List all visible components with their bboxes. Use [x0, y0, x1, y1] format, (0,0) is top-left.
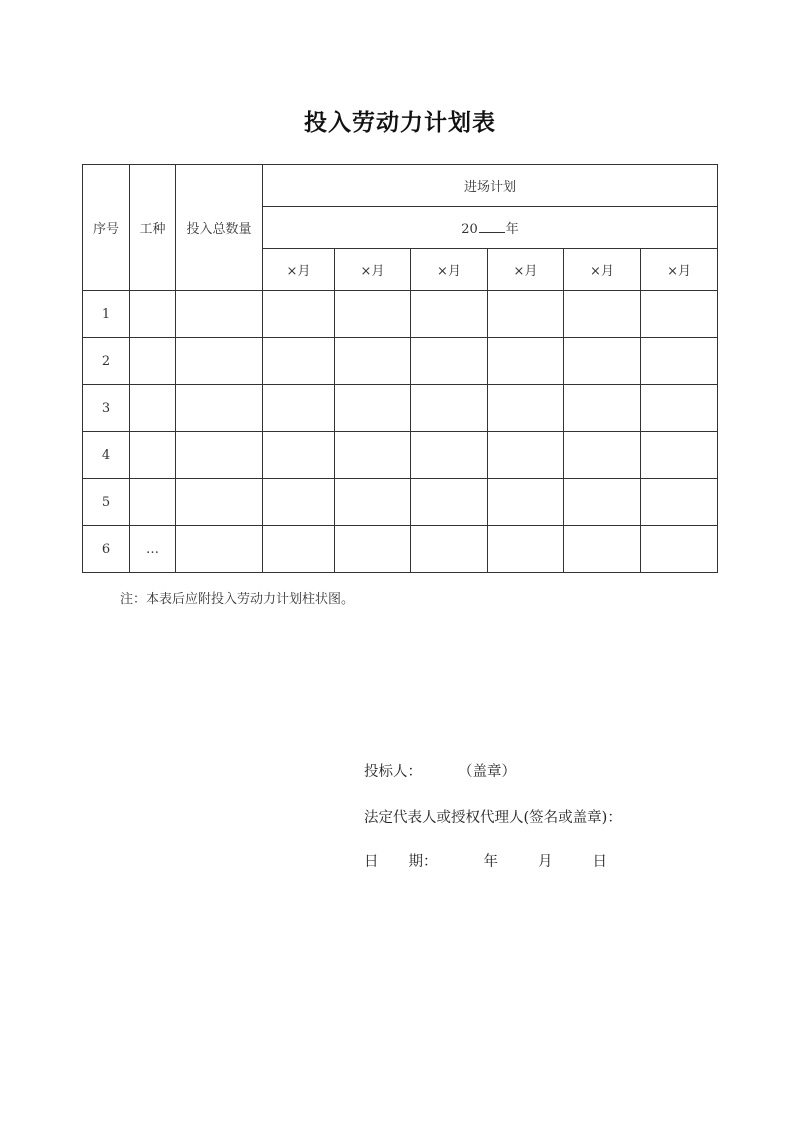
header-type: 工种	[130, 165, 176, 291]
date-line	[364, 850, 607, 871]
row-month-cell	[411, 479, 488, 526]
row-total	[176, 338, 263, 385]
header-month: ×月	[488, 249, 564, 291]
row-month-cell	[641, 479, 718, 526]
table-note: 注：本表后应附投入劳动力计划柱状图。	[120, 592, 355, 607]
row-month-cell	[488, 338, 564, 385]
row-month-cell	[564, 338, 641, 385]
bidder-seal: （盖章）	[458, 764, 516, 780]
row-total	[176, 291, 263, 338]
row-month-cell	[335, 385, 411, 432]
row-seq: 3	[83, 385, 130, 432]
row-month-cell	[488, 385, 564, 432]
row-type	[130, 291, 176, 338]
table-row	[83, 432, 718, 479]
date-day: 日	[592, 854, 607, 870]
row-type	[130, 479, 176, 526]
year-blank	[479, 220, 505, 233]
row-month-cell	[411, 526, 488, 573]
row-month-cell	[564, 479, 641, 526]
row-month-cell	[335, 291, 411, 338]
bidder-label: 投标人：	[364, 764, 422, 780]
row-type	[130, 338, 176, 385]
row-month-cell	[641, 385, 718, 432]
table-row	[83, 385, 718, 432]
row-seq: 5	[83, 479, 130, 526]
header-month: ×月	[411, 249, 488, 291]
row-month-cell	[263, 526, 335, 573]
row-month-cell	[263, 385, 335, 432]
header-seq: 序号	[83, 165, 130, 291]
row-month-cell	[641, 526, 718, 573]
row-month-cell	[411, 432, 488, 479]
table-row	[83, 526, 718, 573]
header-year	[263, 207, 718, 249]
row-seq: 1	[83, 291, 130, 338]
row-total	[176, 432, 263, 479]
row-month-cell	[263, 338, 335, 385]
date-month: 月	[538, 854, 553, 870]
table-row	[83, 479, 718, 526]
row-month-cell	[564, 291, 641, 338]
row-month-cell	[411, 385, 488, 432]
row-total	[176, 526, 263, 573]
labor-plan-table	[82, 164, 718, 573]
row-month-cell	[335, 432, 411, 479]
row-month-cell	[488, 479, 564, 526]
page-title: 投入劳动力计划表	[304, 110, 496, 136]
row-month-cell	[411, 291, 488, 338]
row-month-cell	[641, 432, 718, 479]
header-entry-plan: 进场计划	[263, 165, 718, 207]
table-row	[83, 338, 718, 385]
row-month-cell	[335, 479, 411, 526]
row-month-cell	[564, 526, 641, 573]
row-total	[176, 385, 263, 432]
row-month-cell	[564, 385, 641, 432]
row-month-cell	[263, 291, 335, 338]
header-total: 投入总数量	[176, 165, 263, 291]
row-month-cell	[263, 432, 335, 479]
year-suffix: 年	[505, 222, 519, 237]
year-prefix: 20	[461, 222, 478, 237]
date-label-1: 日	[364, 854, 379, 870]
date-year: 年	[483, 854, 498, 870]
row-seq: 4	[83, 432, 130, 479]
header-month: ×月	[335, 249, 411, 291]
row-type: …	[130, 526, 176, 573]
row-month-cell	[335, 526, 411, 573]
row-month-cell	[335, 338, 411, 385]
row-month-cell	[488, 291, 564, 338]
row-month-cell	[488, 526, 564, 573]
representative-line: 法定代表人或授权代理人(签名或盖章)：	[364, 810, 622, 826]
row-seq: 6	[83, 526, 130, 573]
table-row	[83, 291, 718, 338]
header-month: ×月	[564, 249, 641, 291]
row-month-cell	[641, 291, 718, 338]
row-type	[130, 385, 176, 432]
row-month-cell	[564, 432, 641, 479]
date-label-2: 期：	[408, 854, 438, 870]
header-month: ×月	[263, 249, 335, 291]
bidder-line	[364, 760, 516, 781]
row-total	[176, 479, 263, 526]
row-seq: 2	[83, 338, 130, 385]
row-month-cell	[641, 338, 718, 385]
row-month-cell	[263, 479, 335, 526]
row-month-cell	[488, 432, 564, 479]
row-type	[130, 432, 176, 479]
row-month-cell	[411, 338, 488, 385]
header-month: ×月	[641, 249, 718, 291]
